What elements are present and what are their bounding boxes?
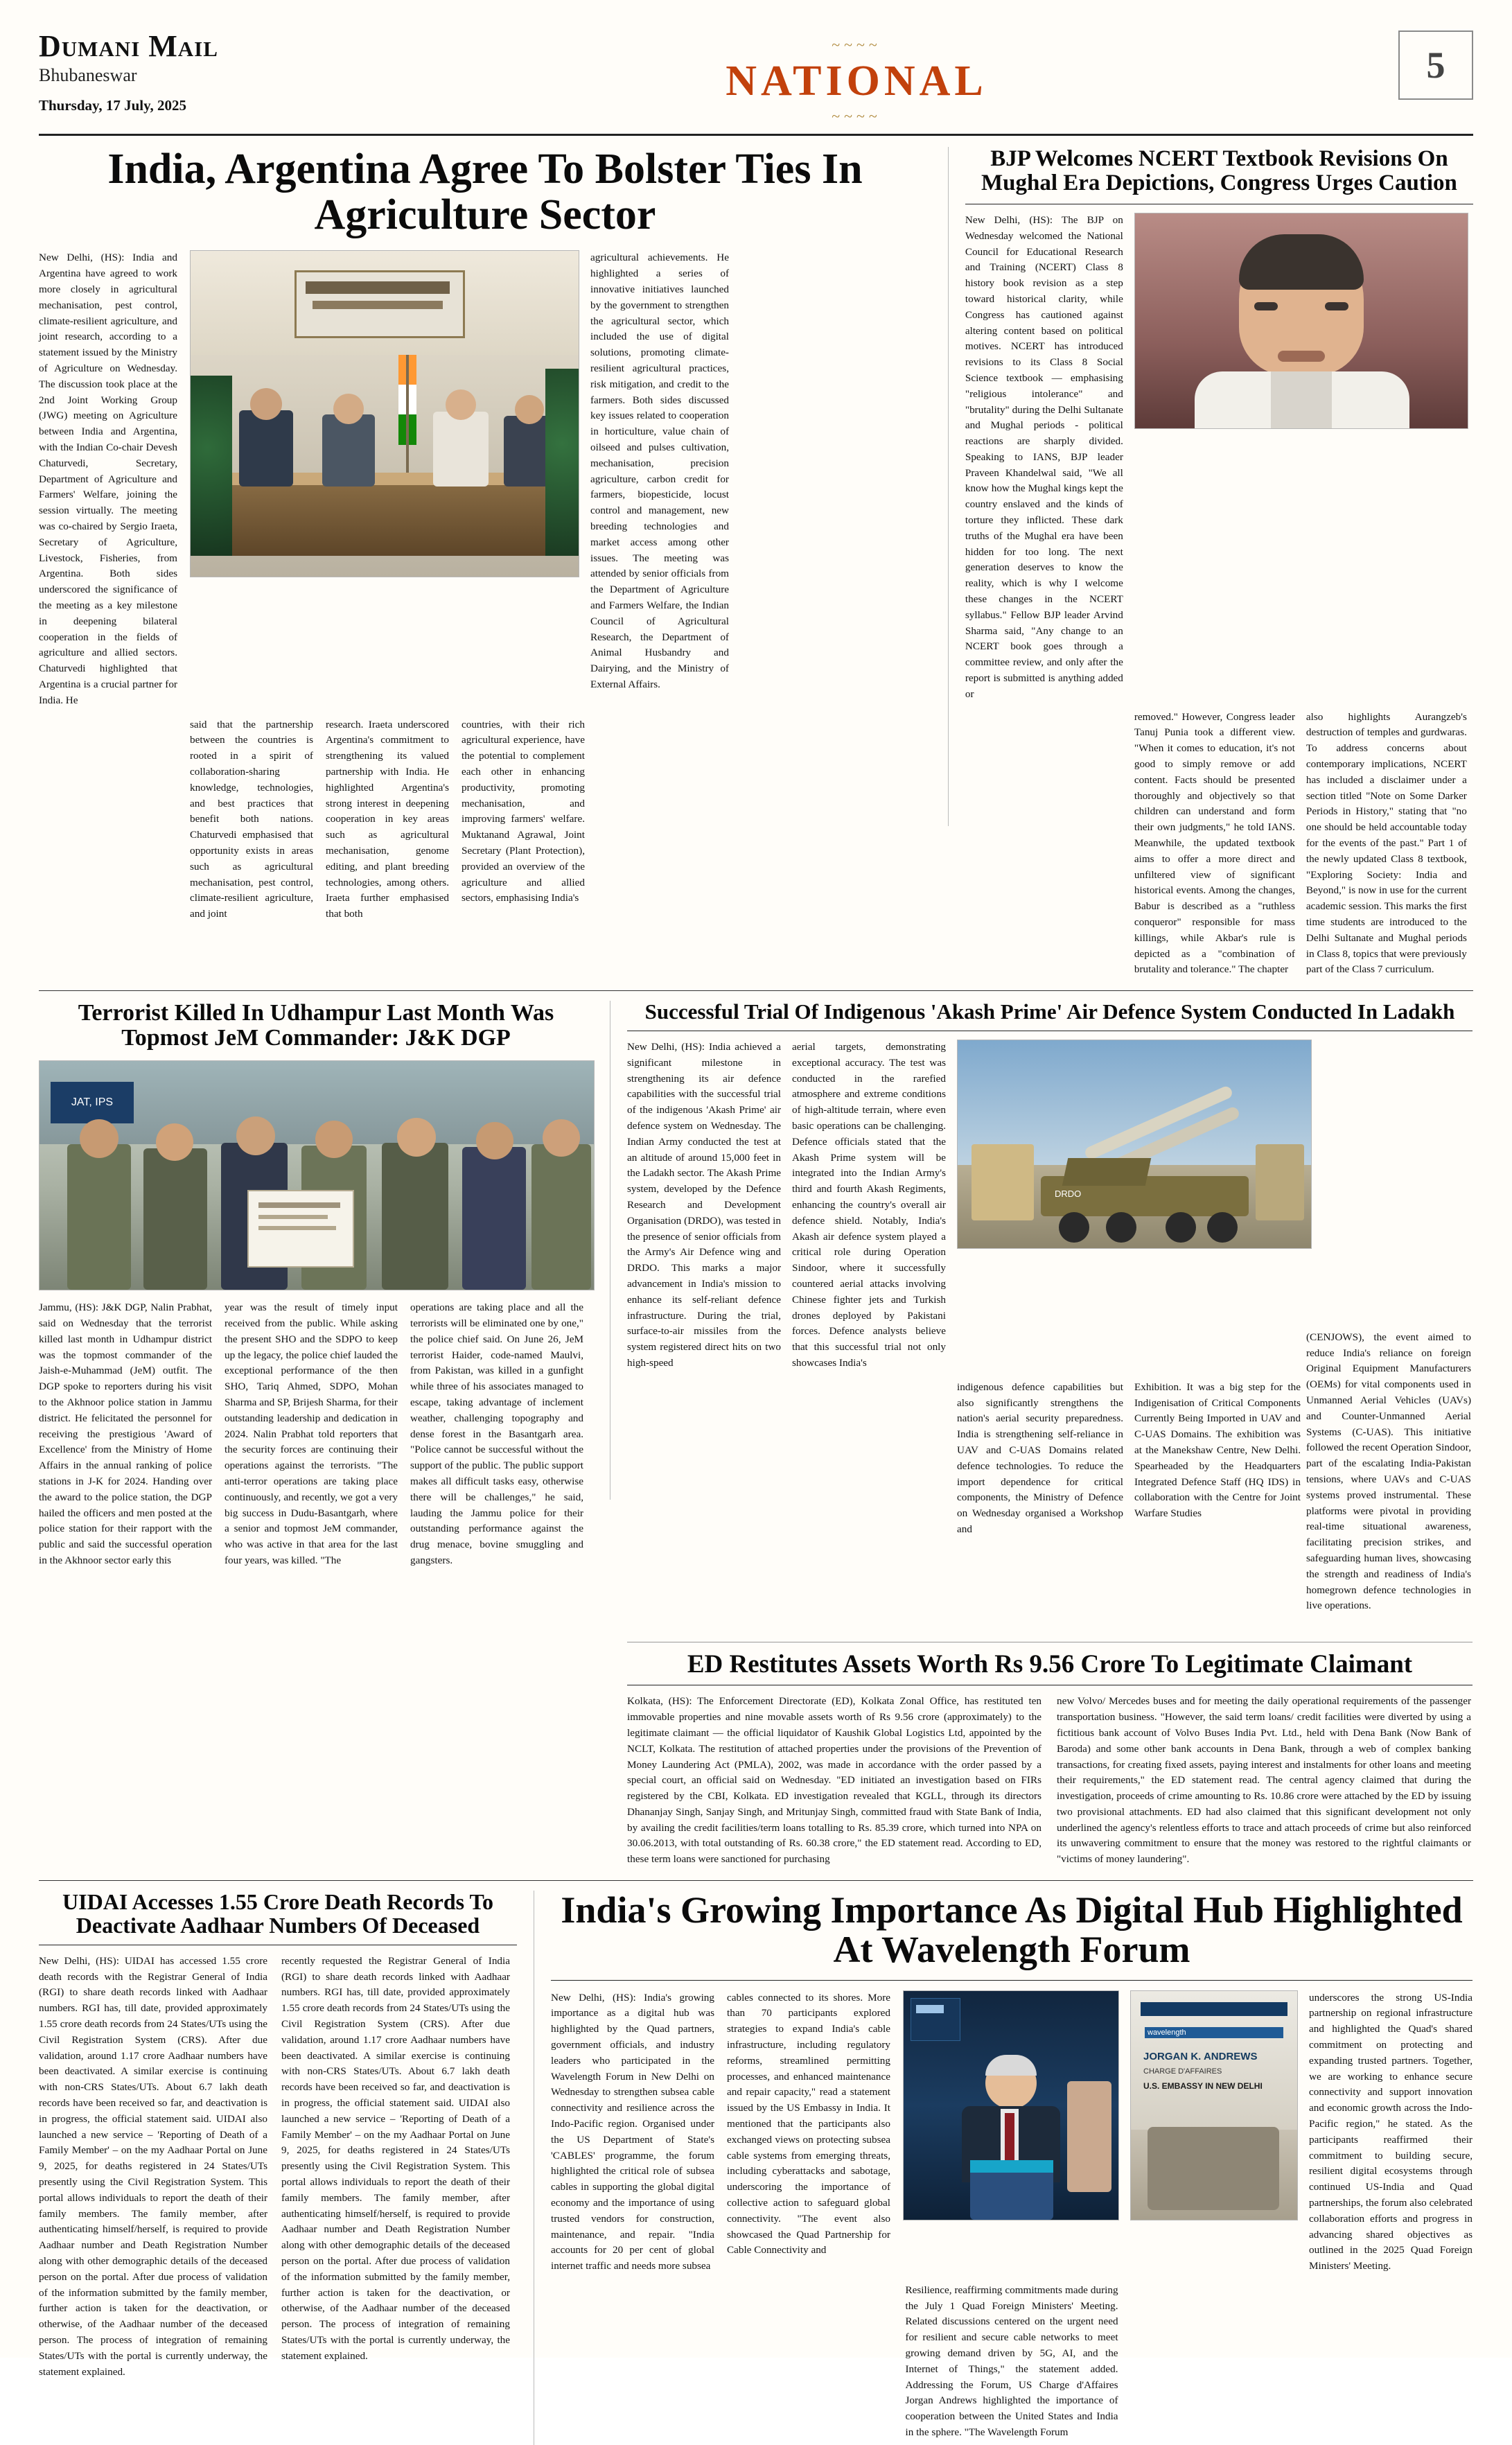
wavelength-screen-label: wavelength — [1145, 2027, 1283, 2038]
bjp-col-2: removed." However, Congress leader Tanuj Punia took a different view. "When it comes to education, it's not good to simply remove or add content. Facts should be presented thoroughly and objectively so that children can understand and form their own judgments," he told IANS. Meanwhile, the updated textbook aims to offer a more direct and unfiltered view of significant historical events. Among the changes, Babur is described as a "ruthless conqueror" responsible for mass killings, while Akbar's rule is depicted as a "combination of brutality and tolerance." The chapter — [1134, 710, 1295, 976]
ed-col-2: new Volvo/ Mercedes buses and for meeting the daily operational requirements of the passenger transportation business. "However, the said term loans/ credit facilities were diverted by using a fictitious bank account of Volvo Buses India Pvt. Ltd., held with Dena Bank (Now Bank of Baroda) and some other bank accounts in Dena Bank, through a web of complex banking transactions, for creating fixed assets, paying interest and instalments for other loans and meeting their requirements," the ED statement read. The central agency claimed that during the investigation, proceeds of crime amounting to Rs. 10.86 crore were attached by the ED by issuing two provisional attachments. ED had also claimed that this significant development not only underlined the agency's relentless efforts to trace and attach proceeds of crime but also reinforced its unwavering commitment to ensure that the money was restored to the rightful claimants or "victims of money laundering". — [1057, 1695, 1471, 1866]
newspaper-title: Dumani Mail — [39, 29, 218, 63]
wavelength-speaker-role: CHARGE D'AFFAIRES — [1143, 2067, 1222, 2076]
akash-photo-label: DRDO — [1055, 1189, 1082, 1200]
wavelength-col-2: cables connected to its shores. More than 70 participants explored strategies to expand India's cable infrastructure, including regulatory reforms, streamlined permitting processes, and enhanced maintenance and repair capacity," read a statement issued by the US Embassy in India. It mentioned that the participants also exchanged views on protecting subsea cable systems from emerging threats, including cyberattacks and sabotage, underscoring the importance of collective action to safeguard global connectivity. "The event also showcased the Quad Partnership for Cable Connectivity and — [727, 1991, 890, 2256]
bjp-headline: BJP Welcomes NCERT Textbook Revisions On Mughal Era Depictions, Congress Urges Caution — [981, 146, 1457, 195]
wavelength-col-3a: Resilience, reaffirming commitments made during the July 1 Quad Foreign Ministers' Meeting. Related discussions centered on the urgent need for resilient and secure cable networks to meet growing demand driven by 5G, AI, and the Internet of Things," the statement added. Addressing the Forum, US Charge d'Affaires Jorgan Andrews highlighted the importance of cooperation between the United States and India in the sphere. "The Wavelength Forum — [905, 2284, 1118, 2439]
edition-date: Thursday, 17 July, 2025 — [39, 97, 186, 114]
akash-col-3: indigenous defence capabilities but also significantly strengthens the nation's aerial security preparedness. India is strengthening self-reliance in UAV and C-UAS Domains related defence technologies. To reduce the import dependence for critical components, the Ministry of Defence on Wednesday organised a Workshop and — [957, 1381, 1123, 1535]
ornament-top: ~~~~ — [832, 36, 881, 53]
edition-city: Bhubaneswar — [39, 65, 137, 86]
udhampur-photo-badge: JAT, IPS — [51, 1082, 134, 1123]
lead-headline: India, Argentina Agree To Bolster Ties In Agriculture Sector — [107, 146, 863, 238]
lead-story — [39, 147, 931, 978]
lead-col-4: countries, with their rich agricultural experience, have the potential to complement each other in enhancing productivity, promoting mechanisation, and improving farmers' welfare. Muktanand Agrawal, Joint Secretary (Plant Protection), provided an overview of the agriculture and allied sectors, emphasising India's — [461, 718, 585, 904]
akash-col-2: aerial targets, demonstrating exceptional accuracy. The test was conducted in the rarefied atmosphere and extreme conditions of high-altitude terrain, where even basic operations can be challenging. Defence officials stated that the Akash Prime system will be integrated into the Indian Army's third and fourth Akash Regiments, enhancing the country's overall air defence shield. Notably, India's Akash air defence system played a critical role during Operation Sindoor, where it successfully countered aerial attacks involving Chinese fighter jets and Turkish drones deployed by Pakistani forces. Defence analysts believe that this successful trial not only showcases India's — [792, 1041, 946, 1369]
section-title: NATIONAL — [726, 58, 987, 105]
akash-col-5: (CENJOWS), the event aimed to reduce India's reliance on foreign Original Equipment Manufacturers (OEMs) for vital components used in Unmanned Aerial Vehicles (UAVs) and Counter-Unmanned Aerial Systems (C-UAS). This initiative followed the recent Operation Sindoor, part of the escalating India-Pakistan tensions, where UAVs and C-UAS systems proved instrumental. These platforms were pivotal in providing real-time situational awareness, facilitating precision strikes, and safeguarding human lives, showcasing the strength and readiness of India's homegrown defence technologies in live operations. — [1306, 1331, 1471, 1612]
lead-col-5: agricultural achievements. He highlighted a series of innovative initiatives launched by the government to strengthen the agricultural sector, which included the use of digital solutions, promoting climate-resilient agricultural practices, risk mitigation, and credit to the farmers. Both sides discussed key issues related to cooperation in horticulture, value chain of oilseed and pulses cultivation, mechanisation, precision agriculture, carbon credit for farmers, biopesticide, locust control and management, new breeding technologies and market access among other issues. The meeting was attended by senior officials from the Department of Agriculture and Farmers Welfare, the Indian Council of Agricultural Research, the Department of Animal Husbandry and Dairying, and the Ministry of External Affairs. — [590, 252, 729, 690]
udhampur-story — [39, 1001, 593, 1868]
page-number: 5 — [1398, 30, 1473, 100]
wavelength-photo — [903, 1990, 1119, 2220]
udhampur-col-2: year was the result of timely input received from the public. While asking the present SHO and the SDPO to keep up the legacy, the police chief lauded the exceptional performance of the then SHO, Tariq Ahmed, SDPO, Mohan Sharma and SP, Brijesh Sharma, for their outstanding leadership and dedication in 2024. Nalin Prabhat told reporters that the security forces are continuing their operations against the terrorists. "The anti-terror operations are taking place continuously, and recently, we got a very big success in Dudu-Basantgarh, where a senior and topmost JeM commander, who was active in that area for the last four years, was killed. "The — [225, 1302, 398, 1566]
masthead-rule — [39, 134, 1473, 136]
udhampur-col-3: operations are taking place and all the terrorists will be eliminated one by one," the police chief said. On June 26, JeM terrorist Haider, code-named Maulvi, from Pakistan, was killed in a gunfight while three of his associates managed to escape, taking advantage of inclement weather, challenging topography and dense forest in the Basantgarh area. "Police cannot be successful without the support of the public. The public support makes all difficult tasks easy, otherwise there will be challenges," he said, lauding the Jammu police for their outstanding performance against the drug menace, bovine smuggling and gangsters. — [410, 1302, 583, 1566]
bjp-col-3: also highlights Aurangzeb's destruction of temples and gurdwaras. To address concerns about contemporary implications, NCERT has included a disclaimer under a section titled "Note on Some Darker Periods in History," stating that "no one should be held accountable today for the events of the past." Part 1 of the newly updated Class 8 textbook, "Exploring Society: India and Beyond," is now in use for the current academic session. This marks the first time students are introduced to the Delhi Sultanate and Mughal periods in Class 8, topics that were previously part of the Class 7 curriculum. — [1306, 710, 1467, 976]
wavelength-col-4: underscores the strong US-India partnership on regional infrastructure and highlighted the Quad's shared commitment on protecting and expanding trusted partners. Together, we are working to enhance secure connectivity and support innovation and economic growth across the Indo-Pacific region," he stated. As the participants reaffirmed their commitment to building secure, resilient digital ecosystems through continued US-India and Quad partnerships, the forum also celebrated collaboration efforts and progress in advancing shared objectives as outlined in the 2025 Quad Foreign Ministers' Meeting. — [1309, 1991, 1473, 2272]
ed-headline: ED Restitutes Assets Worth Rs 9.56 Crore To Legitimate Claimant — [687, 1650, 1413, 1679]
lead-col-2: said that the partnership between the countries is rooted in a spirit of collaboration-sharing knowledge, technologies, and best practices that benefit both nations. Chaturvedi emphasised that opportunity exists in areas such as agricultural mechanisation, pest control, climate-resilient agriculture, and joint — [190, 718, 313, 920]
masthead — [39, 30, 1473, 124]
uidai-story — [39, 1891, 517, 2445]
wavelength-photo-2 — [1130, 1990, 1298, 2220]
masthead-right — [1376, 30, 1473, 100]
wavelength-speaker-name: JORGAN K. ANDREWS — [1143, 2050, 1258, 2062]
ed-story — [627, 1651, 1473, 1868]
bjp-story — [965, 147, 1473, 978]
vertical-divider-top — [948, 147, 949, 826]
udhampur-headline: Terrorist Killed In Udhampur Last Month Was Topmost JeM Commander: J&K DGP — [78, 1000, 554, 1051]
uidai-col-1: New Delhi, (HS): UIDAI has accessed 1.55 crore death records with the Registrar General of India (RGI) to share death records linked with Aadhaar numbers. RGI has, till date, provided approximately 1.55 crore death records from 24 States/UTs using the Civil Registration System (CRS). After due validation, around 1.17 crore Aadhaar numbers have been deactivated. A similar exercise is continuing with non-CRS States/UTs. About 6.7 lakh death records have been received so far, and deactivation is in progress, the official statement said. UIDAI also launched a new service – 'Reporting of Death of a Family Member' – on the my Aadhaar Portal on June 9, 2025, for deaths registered in 24 States/UTs presently using the Civil Registration System. This portal allows individuals to report the death of their family members. The family member, after authenticating himself/herself, is required to provide Aadhaar number and Death Registration Number along with other demographic details of the deceased person on the portal. After due process of validation of the information submitted by the family member, further action is taken for the deactivation, or otherwise, of the Aadhaar number of the deceased person. The process of integration of remaining States/UTs with the portal is currently underway, the statement explained. — [39, 1954, 267, 2378]
udhampur-col-1: Jammu, (HS): J&K DGP, Nalin Prabhat, said on Wednesday that the terrorist killed last month in Udhampur district was the topmost commander of the Jaish-e-Muhammad (JeM) outfit. The DGP spoke to reporters during his visit to the Akhnoor police station in Jammu district. He felicitated the personnel for receiving the prestigious 'Award of Excellence' from the Ministry of Home Affairs in the annual ranking of police stations in J-K for 2024. Handing over the award to the police station, the DGP hailed the officers and men posted at the police station for their rapport with the public and said the successful operation in the Akhnoor sector early this — [39, 1302, 212, 1566]
udhampur-photo — [39, 1060, 595, 1290]
lead-col-3: research. Iraeta underscored Argentina's commitment to strengthening its valued partnership with India. He highlighted Argentina's strong interest in deepening cooperation in key areas such as agricultural mechanisation, genome editing, and plant breeding technologies, among others. Iraeta further emphasised that both — [326, 718, 449, 920]
bjp-photo — [1134, 213, 1468, 429]
akash-headline: Successful Trial Of Indigenous 'Akash Prime' Air Defence System Conducted In Ladakh — [644, 999, 1455, 1024]
wavelength-col-1: New Delhi, (HS): India's growing importance as a digital hub was highlighted by the Quad partners, government officials, and industry leaders who participated in the Wavelength Forum in New Delhi on Wednesday to strengthen subsea cable connectivity and resilience across the Indo-Pacific region. Organised under the US Department of State's 'CABLES' programme, the forum highlighted the critical role of subsea cables in supporting the global digital economy and the importance of using trusted vendors for construction, maintenance, and repair. "India accounts for 20 per cent of global internet traffic and needs more subsea — [551, 1991, 714, 2272]
akash-story — [627, 1001, 1473, 1868]
lead-col-1: New Delhi, (HS): India and Argentina have agreed to work more closely in agricultural mechanisation, pest control, climate-resilient agriculture, and joint research, according to a statement issued by the Ministry of Agriculture on Wednesday. The discussion took place at the 2nd Joint Working Group (JWG) meeting on Agriculture between India and Argentina, with the Indian Co-chair Devesh Chaturvedi, Secretary, Department of Agriculture and Farmers' Welfare, joining the session virtually. The meeting was co-chaired by Sergio Iraeta, Secretary of Agriculture, Livestock, Fisheries, from Argentina. Both sides underscored the significance of the meeting as a key milestone in deepening bilateral cooperation in the fields of agriculture and allied sectors. Chaturvedi highlighted that Argentina is a crucial partner for India. He — [39, 252, 177, 706]
akash-col-4: Exhibition. It was a big step for the Indigenisation of Critical Components Currently Being Imported in UAV and C-UAS Domains. The exhibition was at the Manekshaw Centre, New Delhi. Spearheaded by the Headquarters Integrated Defence Staff (HQ IDS) in collaboration with the Centre for Joint Warfare Studies — [1134, 1381, 1301, 1520]
ed-col-1: Kolkata, (HS): The Enforcement Directorate (ED), Kolkata Zonal Office, has restituted ten immovable properties and nine movable assets worth of Rs 9.56 crore (approximately) to the legitimate claimant — the official liquidator of Kaushik Global Logistics Ltd, appointed by the NCLT, Kolkata. The restitution of attached properties under the provisions of the Prevention of Money Laundering Act (PMLA), 2002, was made in accordance with the order passed by a special court, an official said on Wednesday. "ED initiated an investigation based on FIRs registered by the CBI, Kolkata. ED investigation revealed that KGLL, through its directors Dhananjay Singh, Sanjay Singh, and Mritunjay Singh, committed fraud with State Bank of India, by availing the credit facilities/term loans totalling to Rs. 85.39 crore, which turned into NPA on 30.06.2013, with total outstanding of Rs. 60.38 crore," the ED statement read. According to ED, these term loans were sanctioned for purchasing — [627, 1695, 1041, 1866]
uidai-headline: UIDAI Accesses 1.55 Crore Death Records To Deactivate Aadhaar Numbers Of Deceased — [62, 1889, 493, 1938]
akash-photo — [957, 1040, 1312, 1249]
wavelength-story — [551, 1891, 1473, 2445]
uidai-col-2: recently requested the Registrar General of India (RGI) to share death records linked with Aadhaar numbers. RGI has, till date, provided approximately 1.55 crore death records from 24 States/UTs using the Civil Registration System (CRS). After due validation, around 1.17 crore Aadhaar numbers have been deactivated. A similar exercise is continuing with non-CRS States/UTs. About 6.7 lakh death records have been received so far, and deactivation is in progress, the official statement said. UIDAI also launched a new service – 'Reporting of Death of a Family Member' – on the my Aadhaar Portal on June 9, 2025, for deaths registered in 24 States/UTs presently using the Civil Registration System. This portal allows individuals to report the death of their family members. The family member, after authenticating himself/herself, is required to provide Aadhaar number and Death Registration Number along with other demographic details of the deceased person on the portal. After due process of validation of the information submitted by the family member, further action is taken for the deactivation, or otherwise, of the Aadhaar number of the deceased person. The process of integration of remaining States/UTs with the portal is currently underway, the statement explained. — [281, 1954, 510, 2362]
ornament-bottom: ~~~~ — [832, 107, 881, 125]
masthead-center — [337, 30, 1376, 124]
wavelength-headline: India's Growing Importance As Digital Hub Highlighted At Wavelength Forum — [561, 1889, 1463, 1971]
section-rule-1 — [39, 990, 1473, 991]
section-rule-2 — [39, 1880, 1473, 1881]
masthead-left — [39, 30, 337, 114]
akash-col-1: New Delhi, (HS): India achieved a significant milestone in strengthening its air defence capabilities with the successful trial of the indigenous 'Akash Prime' air defence system on Wednesday. The Indian Army conducted the test at an altitude of around 15,000 feet in the Ladakh sector. The Akash Prime system, developed by the Defence Research and Development Organisation (DRDO), was tested in the presence of senior officials from the Army's Air Defence wing and DRDO. This marks a major advancement in India's mission to enhance its self-reliant defence infrastructure. During the trial, surface-to-air missiles from the system registered direct hits on two high-speed — [627, 1041, 781, 1369]
bjp-col-1: New Delhi, (HS): The BJP on Wednesday welcomed the National Council for Educational Research and Training (NCERT) Class 8 history book revision as a step toward historical clarity, while Congress has cautioned against altering content based on political motives. NCERT has introduced revisions to its Class 8 Social Science textbook — emphasising "religious intolerance" and "brutality" during the Delhi Sultanate and Mughal periods - political reactions are sharply divided. Speaking to IANS, BJP leader Praveen Khandelwal said, "We all know how the Mughal kings kept the country enslaved and the kinds of torture they inflicted. These dark truths of the Mughal era have been hidden for too long. The next generation deserves to know the reality, which is why I welcome these changes in the NCERT syllabus." Fellow BJP leader Arvind Sharma said, "Any change to an NCERT book goes through a committee review, and only after the report is submitted is anything added or — [965, 213, 1123, 700]
lead-photo — [190, 250, 579, 577]
wavelength-embassy-label: U.S. EMBASSY IN NEW DELHI — [1143, 2080, 1263, 2091]
